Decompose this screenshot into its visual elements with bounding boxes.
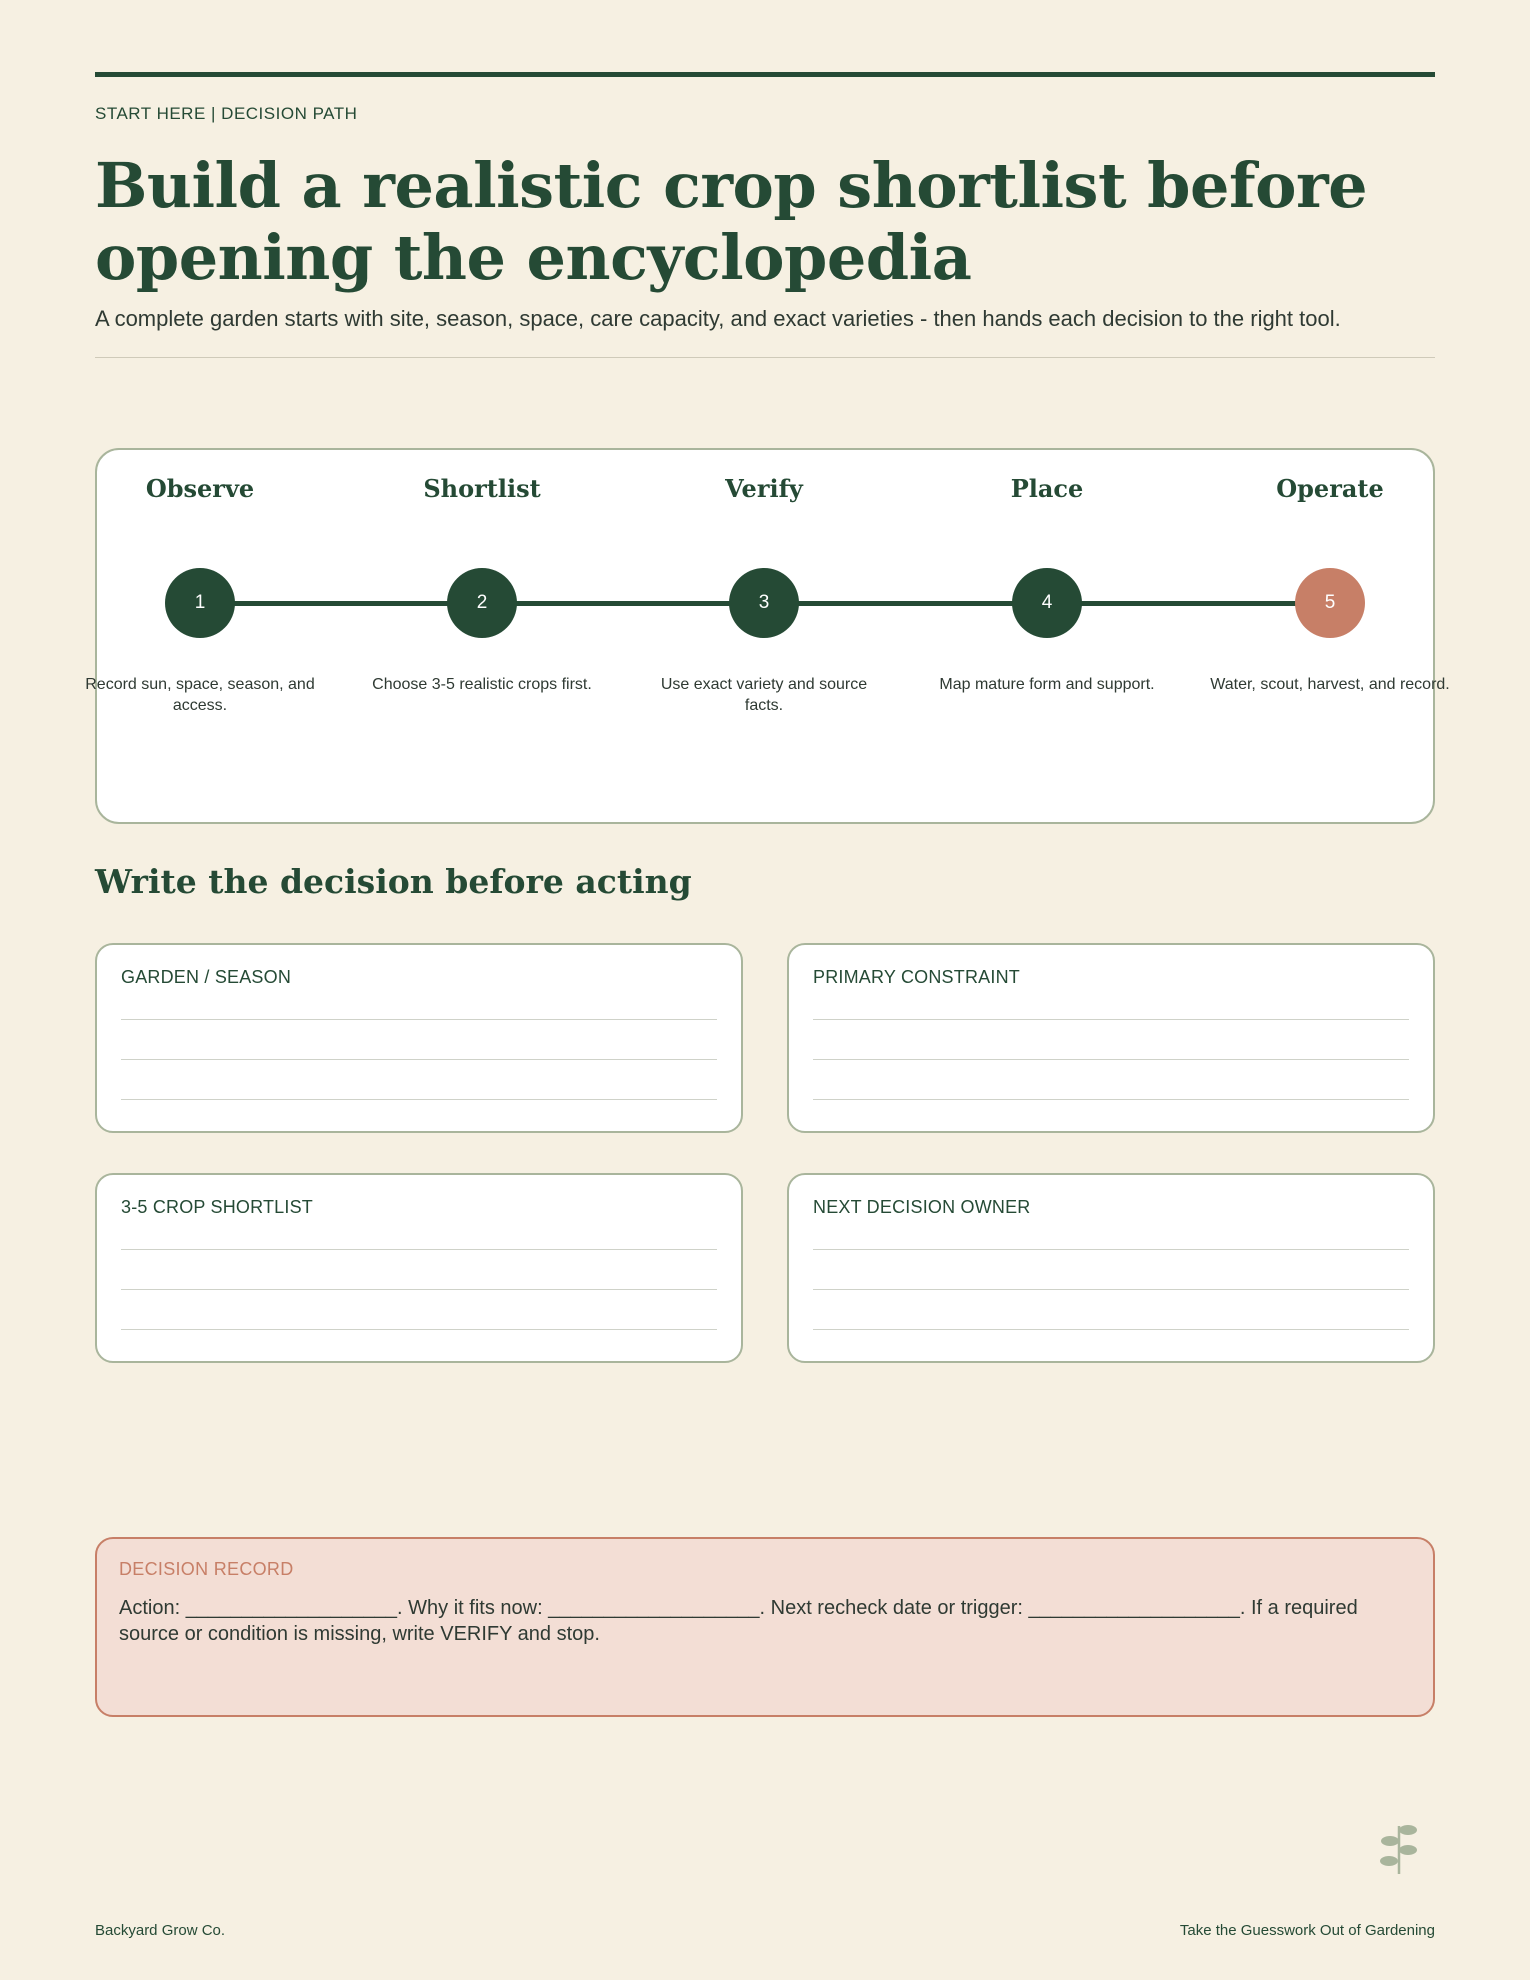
field-label: 3-5 CROP SHORTLIST <box>121 1197 313 1217</box>
step-number-4: 4 <box>1012 568 1082 638</box>
step-desc-shortlist: Choose 3-5 realistic crops first. <box>372 676 592 693</box>
field-label: PRIMARY CONSTRAINT <box>813 967 1020 987</box>
footer-brand: Backyard Grow Co. <box>95 1922 226 1939</box>
write-line[interactable] <box>121 1059 717 1060</box>
write-line[interactable] <box>121 1329 717 1330</box>
step-title-shortlist: Shortlist <box>423 474 541 503</box>
step-number-2: 2 <box>447 568 517 638</box>
step-title-verify: Verify <box>725 474 803 503</box>
field-next-decision-owner[interactable] <box>787 1173 1435 1363</box>
field-crop-shortlist[interactable] <box>95 1173 743 1363</box>
write-line[interactable] <box>813 1249 1409 1250</box>
step-desc-place: Map mature form and support. <box>939 676 1155 693</box>
step-desc-verify: Use exact variety and source facts. <box>660 676 868 714</box>
step-number-1: 1 <box>165 568 235 638</box>
field-label: GARDEN / SEASON <box>121 967 292 987</box>
write-line[interactable] <box>813 1289 1409 1290</box>
write-line[interactable] <box>813 1059 1409 1060</box>
footer-tagline: Take the Guesswork Out of Gardening <box>1179 1922 1435 1939</box>
step-number-5: 5 <box>1295 568 1365 638</box>
decision-record-card <box>95 1537 1435 1717</box>
step-desc-observe: Record sun, space, season, and access. <box>85 676 315 714</box>
step-title-place: Place <box>1010 474 1084 503</box>
record-text: Action: ___________________. Why it fits now: ___________________. Next recheck date or trigger: ___________________. If a required source or condition is missing, write VERIFY and stop. <box>119 1597 1358 1645</box>
write-line[interactable] <box>121 1249 717 1250</box>
step-number-3: 3 <box>729 568 799 638</box>
page-title: Build a realistic crop shortlist before opening the encyclopedia <box>95 149 1368 294</box>
field-primary-constraint[interactable] <box>787 943 1435 1133</box>
divider <box>95 357 1435 358</box>
step-title-operate: Operate <box>1276 474 1384 503</box>
write-line[interactable] <box>813 1329 1409 1330</box>
field-garden-season[interactable] <box>95 943 743 1133</box>
write-line[interactable] <box>813 1019 1409 1020</box>
page-subtitle: A complete garden starts with site, season, space, care capacity, and exact varieties - then hands each decision to the right tool. <box>95 306 1341 331</box>
step-title-observe: Observe <box>145 474 255 503</box>
step-desc-operate: Water, scout, harvest, and record. <box>1210 676 1450 693</box>
write-line[interactable] <box>121 1099 717 1100</box>
record-label: DECISION RECORD <box>119 1559 294 1579</box>
sprout-icon <box>1376 1822 1422 1874</box>
field-label: NEXT DECISION OWNER <box>813 1197 1031 1217</box>
eyebrow: START HERE | DECISION PATH <box>95 104 358 123</box>
section-heading: Write the decision before acting <box>95 862 692 901</box>
write-line[interactable] <box>121 1019 717 1020</box>
write-line[interactable] <box>813 1099 1409 1100</box>
write-line[interactable] <box>121 1289 717 1290</box>
top-rule <box>95 72 1435 77</box>
